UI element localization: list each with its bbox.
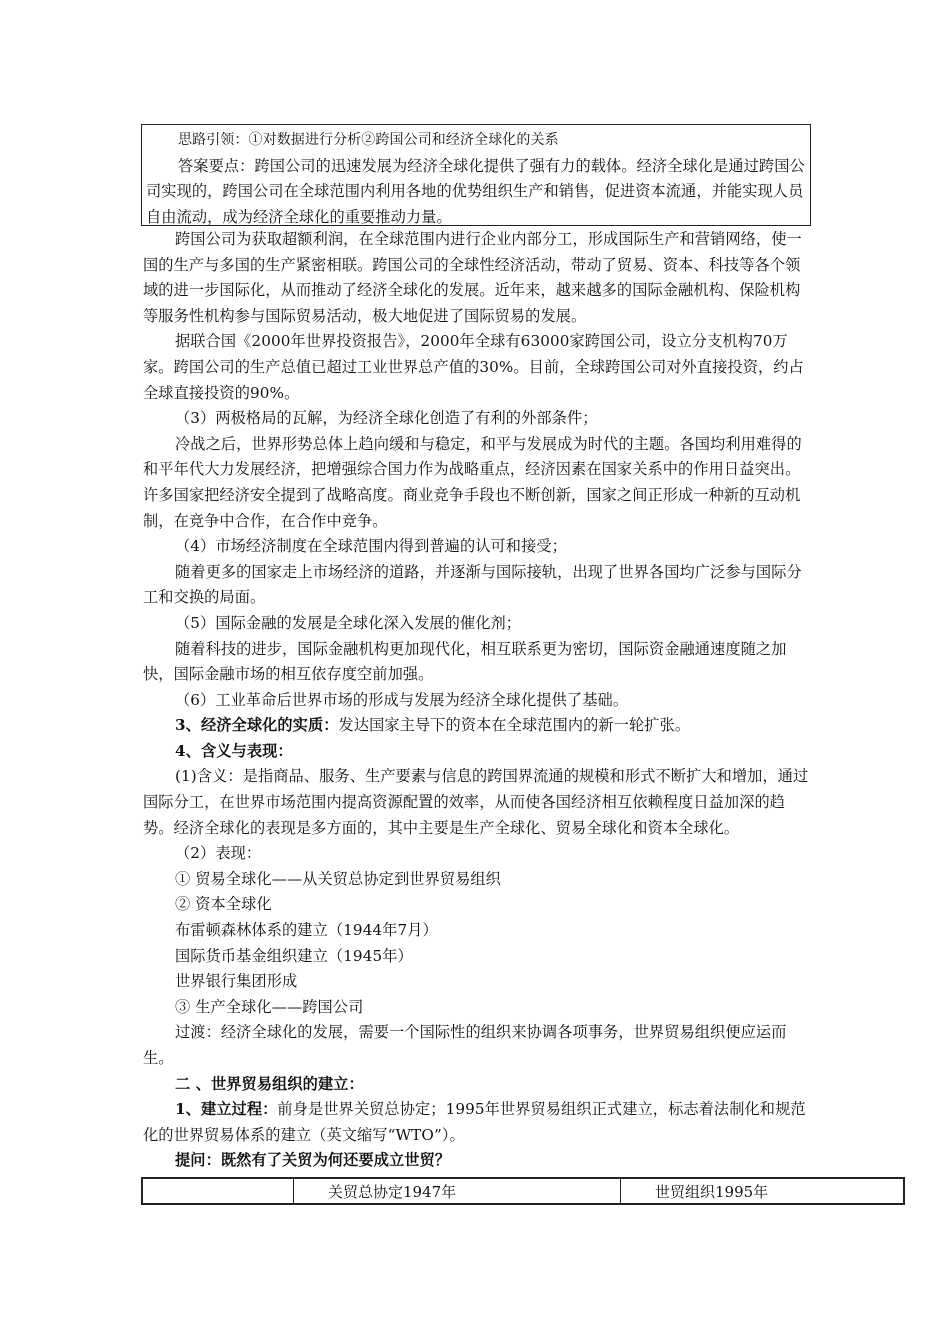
answer-text: 答案要点：跨国公司的迅速发展为经济全球化提供了强有力的载体。经济全球化是通过跨国公司实现的，跨国公司在全球范围内利用各地的优势组织生产和销售，促进资本流通，并能实现人员自由流动，成为经济全球化的重要推动力量。 xyxy=(146,156,805,226)
heading-meaning: 4、含义与表现： xyxy=(175,741,293,760)
point-manifestation: （2）表现： xyxy=(175,844,262,863)
comparison-table xyxy=(141,1177,905,1205)
hint-line: 思路引领：①对数据进行分析②跨国公司和经济全球化的关系 xyxy=(178,132,559,148)
point-3: （3）两极格局的瓦解，为经济全球化创造了有利的外部条件； xyxy=(175,409,598,428)
table-row xyxy=(142,1178,904,1204)
heading-essence-label: 3、经济全球化的实质： xyxy=(175,716,339,735)
point-5: （5）国际金融的发展是全球化深入发展的催化剂； xyxy=(175,613,522,632)
document-body xyxy=(143,227,811,1174)
heading-process-label: 1、建立过程： xyxy=(175,1100,278,1119)
point-6: （6）工业革命后世界市场的形成与发展为经济全球化提供了基础。 xyxy=(175,690,629,709)
paragraph-finance: 随着科技的进步，国际金融机构更加现代化，相互联系更为密切，国际资金融通速度随之加快，国际金融市场的相互依存度空前加强。 xyxy=(143,639,787,684)
point-4: （4）市场经济制度在全球范围内得到普遍的认可和接受； xyxy=(175,537,567,556)
list-item-world-bank: 世界银行集团形成 xyxy=(175,972,298,991)
answer-box xyxy=(141,124,811,226)
table-header-gatt: 关贸总协定1947年 xyxy=(294,1178,621,1204)
list-item-imf: 国际货币基金组织建立（1945年） xyxy=(175,946,413,965)
list-item-production: ③ 生产全球化——跨国公司 xyxy=(175,997,364,1016)
heading-process-text: 前身是世界关贸总协定；1995年世界贸易组织正式建立，标志着法制化和规范化的世界贸易体系的建立（英文缩写“WTO”）。 xyxy=(143,1100,806,1144)
paragraph-un-report: 据联合国《2000年世界投资报告》，2000年全球有63000家跨国公司，设立分支机构70万家。跨国公司的生产总值已超过工业世界总产值的30%。目前，全球跨国公司对外直接投资，约占全球直接投资的90%。 xyxy=(143,332,804,402)
paragraph-definition: (1)含义：是指商品、服务、生产要素与信息的跨国界流通的规模和形式不断扩大和增加，通过国际分工，在世界市场范围内提高资源配置的效率，从而使各国经济相互依赖程度日益加深的趋势。经济全球化的表现是多方面的，其中主要是生产全球化、贸易全球化和资本全球化。 xyxy=(143,767,809,837)
table-header-wto: 世贸组织1995年 xyxy=(621,1178,905,1204)
heading-wto: 二 、世界贸易组织的建立： xyxy=(175,1074,364,1093)
list-item-trade: ① 贸易全球化——从关贸总协定到世界贸易组织 xyxy=(175,869,501,888)
question-line: 提问：既然有了关贸为何还要成立世贸？ xyxy=(175,1151,451,1170)
list-item-capital: ② 资本全球化 xyxy=(175,895,272,914)
paragraph-multinational: 跨国公司为获取超额利润，在全球范围内进行企业内部分工，形成国际生产和营销网络，使一国的生产与多国的生产紧密相联。跨国公司的全球性经济活动，带动了贸易、资本、科技等各个领域的进一步国际化，从而推动了经济全球化的发展。近年来，越来越多的国际金融机构、保险机构等服务性机构参与国际贸易活动，极大地促进了国际贸易的发展。 xyxy=(143,230,802,325)
heading-essence-text: 发达国家主导下的资本在全球范围内的新一轮扩张。 xyxy=(338,716,691,735)
heading-essence xyxy=(143,713,811,739)
paragraph-transition: 过渡：经济全球化的发展，需要一个国际性的组织来协调各项事务，世界贸易组织便应运而生。 xyxy=(143,1023,787,1067)
list-item-bretton-woods: 布雷顿森林体系的建立（1944年7月） xyxy=(175,921,438,940)
paragraph-market-economy: 随着更多的国家走上市场经济的道路，并逐渐与国际接轨，出现了世界各国均广泛参与国际分工和交换的局面。 xyxy=(143,562,802,607)
paragraph-cold-war: 冷战之后，世界形势总体上趋向缓和与稳定，和平与发展成为时代的主题。各国均利用难得的和平年代大力发展经济，把增强综合国力作为战略重点，经济因素在国家关系中的作用日益突出。许多国家把经济安全提到了战略高度。商业竞争手段也不断创新，国家之间正形成一种新的互动机制，在竞争中合作，在合作中竞争。 xyxy=(143,434,802,530)
table-header-blank xyxy=(142,1178,294,1204)
heading-process xyxy=(143,1097,811,1148)
